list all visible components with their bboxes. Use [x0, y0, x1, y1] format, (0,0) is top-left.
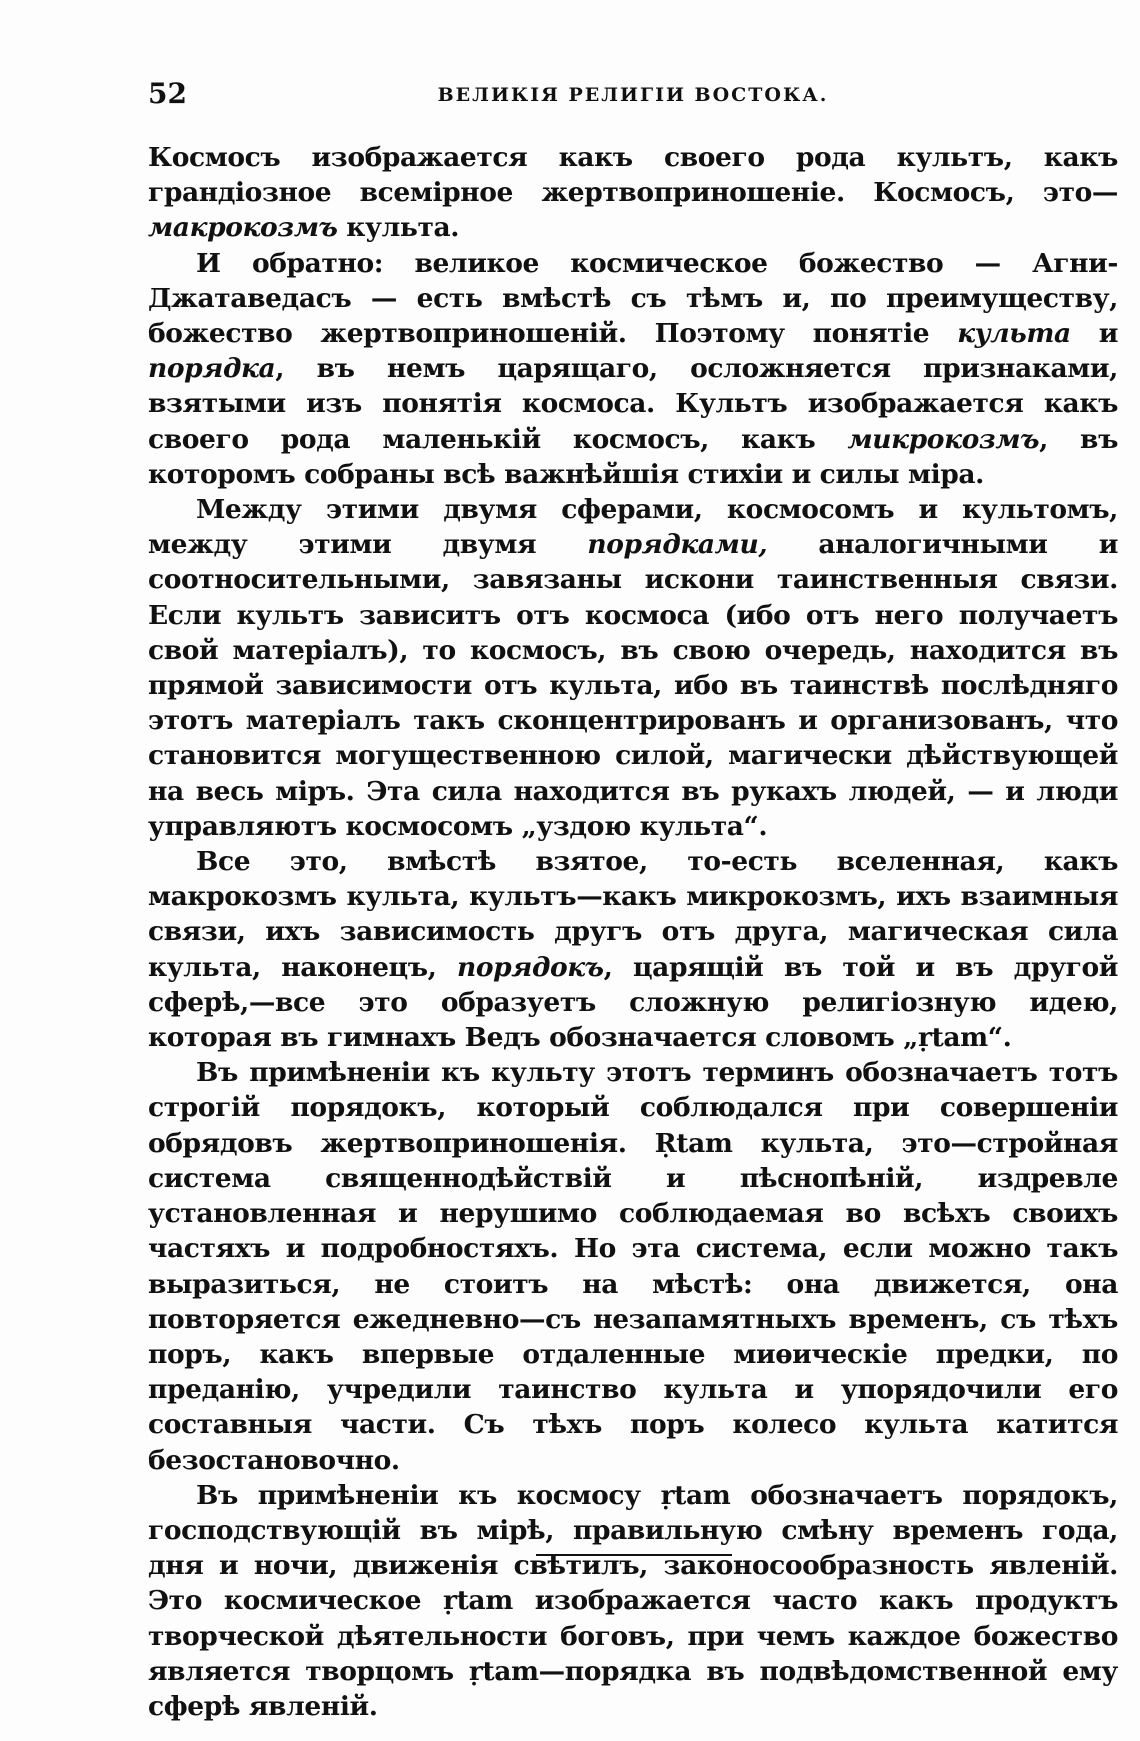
italic-term: макрокозмъ [148, 212, 338, 244]
italic-term: культа [957, 318, 1071, 350]
text-run: Все это, вмѣстѣ взятое, то-есть вселенная, какъ макрокозмъ культа, культъ—какъ микрокозмъ, ихъ взаимныя связи, ихъ зависимость другъ отъ друга, магическая сила культа, наконецъ, [148, 846, 1118, 983]
text-run: Между этими двумя сферами, космосомъ и культомъ, между этими двумя [148, 494, 1118, 561]
text-run: и [1070, 318, 1118, 350]
paragraph [148, 844, 1118, 1055]
text-run: , царящій въ той и въ другой сферѣ,—все это образуетъ сложную религіозную идею, которая въ гимнахъ Ведъ обозначается словомъ „ṛtam“. [148, 951, 1119, 1054]
body-text [148, 140, 1118, 1724]
italic-term: порядка [148, 353, 276, 385]
paragraph [148, 246, 1118, 492]
section-end-rule [536, 1554, 732, 1556]
page-number: 52 [148, 77, 187, 110]
running-title: ВЕЛИКІЯ РЕЛИГІИ ВОСТОКА. [437, 84, 829, 106]
text-run: И обратно: великое космическое божество — Агни-Джатаведасъ — есть вмѣстѣ съ тѣмъ и, по преимуществу, божество жертвоприношеній. Поэтому понятіе [148, 247, 1118, 350]
text-run: , въ которомъ собраны всѣ важнѣйшія стихіи и силы міра. [148, 423, 1118, 490]
text-run: Въ примѣненіи къ космосу ṛtam обозначаетъ порядокъ, господствующій въ мірѣ, правильную смѣну временъ года, дня и ночи, движенія свѣтилъ, законосообразность явленій. Это космическое ṛtam изображается часто какъ продуктъ творческой дѣятельности боговъ, при чемъ каждое божество является творцомъ ṛtam—порядка въ подвѣдомственной ему сферѣ явленій. [148, 1479, 1118, 1722]
paragraph [148, 492, 1118, 844]
paragraph [148, 1055, 1118, 1477]
text-run: аналогичными и соотносительными, завязаны искони таинственныя связи. Если культъ зависитъ отъ космоса (ибо отъ него получаетъ свой матеріалъ), то космосъ, въ свою очередь, находится въ прямой зависимости отъ культа, ибо въ таинствѣ послѣдняго этотъ матеріалъ такъ сконцентрированъ и организованъ, что становится могущественною силой, магически дѣйствующей на весь міръ. Эта сила находится въ рукахъ людей, — и люди управляютъ космосомъ „уздою культа“. [148, 529, 1118, 842]
text-run: Въ примѣненіи къ культу этотъ терминъ обозначаетъ тотъ строгій порядокъ, который соблюдался при совершеніи обрядовъ жертвоприношенія. Ṛtam культа, это—стройная система священнодѣйствій и пѣснопѣній, издревле установленная и нерушимо соблюдаемая во всѣхъ своихъ частяхъ и подробностяхъ. Но эта система, если можно такъ выразиться, не стоитъ на мѣстѣ: она движется, она повторяется ежедневно—съ незапамятныхъ временъ, съ тѣхъ поръ, какъ впервые отдаленные миѳическіе предки, по преданію, учредили таинство культа и упорядочили его составныя части. Съ тѣхъ поръ колесо культа катится безостановочно. [148, 1057, 1118, 1476]
text-run: Космосъ изображается какъ своего рода культъ, какъ грандіозное всемірное жертвоприношеніе. Космосъ, это— [148, 142, 1118, 209]
paragraph [148, 1478, 1118, 1724]
running-head [148, 78, 1118, 118]
italic-term: порядками, [587, 529, 768, 561]
italic-term: порядокъ [456, 951, 604, 983]
italic-term: микрокозмъ [847, 423, 1040, 455]
text-run: , въ немъ царящаго, осложняется признаками, взятыми изъ понятія космоса. Культъ изображается какъ своего рода маленькій космосъ, какъ [148, 353, 1118, 455]
text-run: культа. [337, 212, 460, 244]
paragraph [148, 140, 1118, 246]
